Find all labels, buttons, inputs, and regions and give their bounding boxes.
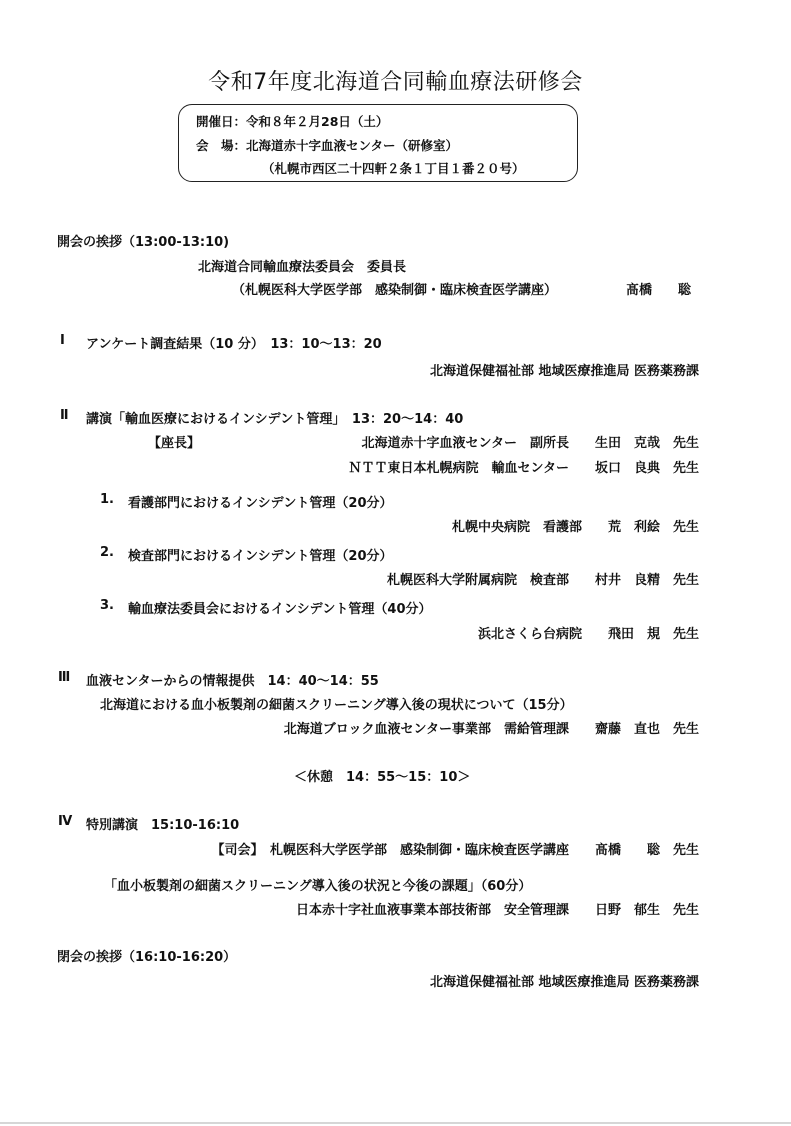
page-bottom-border (0, 1122, 791, 1124)
talk1-number: 1. (100, 492, 114, 507)
talk3-number: 3. (100, 598, 114, 613)
talk1-title: 看護部門におけるインシデント管理（20分） (128, 496, 393, 511)
event-address: （札幌市西区二十四軒２条１丁目１番２０号） (262, 161, 525, 176)
section2-heading: 講演「輸血医療におけるインシデント管理」 13：20～14：40 (86, 412, 464, 427)
opening-heading: 開会の挨拶（13:00-13:10) (57, 235, 230, 250)
section4-topic: 「血小板製剤の細菌スクリーニング導入後の状況と今後の課題」（60分） (104, 879, 532, 894)
section2-numeral: Ⅱ (60, 408, 69, 423)
page-title: 令和7年度北海道合同輸血療法研修会 (208, 70, 583, 95)
talk3-title: 輸血療法委員会におけるインシデント管理（40分） (128, 602, 432, 617)
section2-chair1: 北海道赤十字血液センター 副所長 生田 克哉 先生 (361, 436, 699, 451)
opening-speaker-affil: （札幌医科大学医学部 感染制御・臨床検査医学講座） (232, 283, 558, 298)
section4-numeral: Ⅳ (58, 814, 73, 829)
talk3-speaker: 浜北さくら台病院 飛田 規 先生 (477, 627, 699, 642)
event-venue: 会 場：北海道赤十字血液センター（研修室） (196, 138, 459, 153)
section3-heading: 血液センターからの情報提供 14：40～14：55 (86, 674, 379, 689)
opening-speaker-name: 髙橋 聡 (626, 283, 692, 298)
talk2-title: 検査部門におけるインシデント管理（20分） (128, 549, 393, 564)
section3-speaker: 北海道ブロック血液センター事業部 需給管理課 齋藤 直也 先生 (283, 722, 699, 737)
closing-presenter: 北海道保健福祉部 地域医療推進局 医務薬務課 (429, 975, 699, 990)
section3-numeral: Ⅲ (58, 670, 71, 685)
talk2-speaker: 札幌医科大学附属病院 検査部 村井 良精 先生 (386, 573, 699, 588)
section1-presenter: 北海道保健福祉部 地域医療推進局 医務薬務課 (429, 364, 699, 379)
section4-heading: 特別講演 15:10-16:10 (86, 818, 240, 833)
section4-moderator: 【司会】 札幌医科大学医学部 感染制御・臨床検査医学講座 髙橋 聡 先生 (211, 843, 699, 858)
section1-numeral: Ⅰ (60, 333, 65, 348)
talk1-speaker: 札幌中央病院 看護部 荒 利絵 先生 (451, 520, 699, 535)
section2-chair2: ＮＴＴ東日本札幌病院 輸血センター 坂口 良典 先生 (348, 461, 699, 476)
event-date: 開催日：令和８年２月28日（土） (196, 114, 389, 129)
section2-chair-label: 【座長】 (148, 436, 201, 451)
closing-heading: 閉会の挨拶（16:10-16:20） (57, 950, 237, 965)
opening-speaker-org: 北海道合同輸血療法委員会 委員長 (198, 260, 407, 275)
section4-speaker: 日本赤十字社血液事業本部技術部 安全管理課 日野 郁生 先生 (295, 903, 699, 918)
section1-heading: アンケート調査結果（10 分） 13：10～13：20 (86, 337, 382, 352)
section3-topic: 北海道における血小板製剤の細菌スクリーニング導入後の現状について（15分） (100, 698, 573, 713)
talk2-number: 2. (100, 545, 114, 560)
break-notice: ＜休憩 14：55～15：10＞ (294, 770, 471, 785)
